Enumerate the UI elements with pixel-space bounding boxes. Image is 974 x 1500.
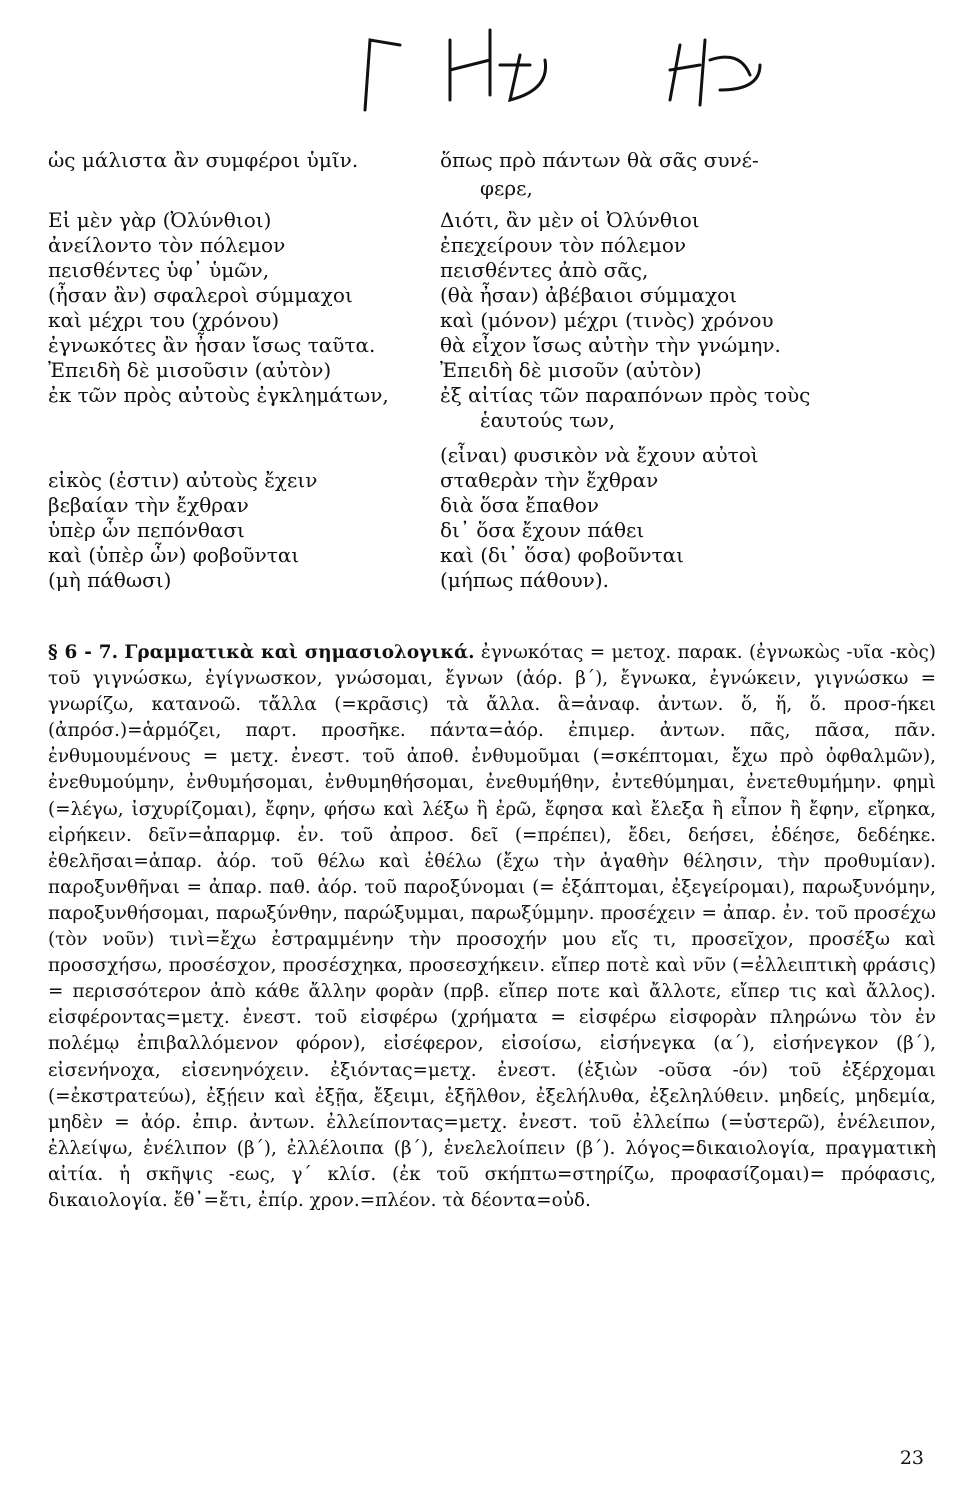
left-line: (μὴ πάθωσι) bbox=[48, 568, 172, 592]
right-line: Ἐπειδὴ δὲ μισοῦν (αὐτὸν) bbox=[440, 358, 702, 382]
left-line: ὡς μάλιστα ἂν συμφέροι ὑμῖν. bbox=[48, 148, 359, 172]
left-line: ὑπὲρ ὧν πεπόνθασι bbox=[48, 518, 245, 542]
right-line: σταθερὰν τὴν ἔχθραν bbox=[440, 468, 659, 492]
right-line: ἐξ αἰτίας τῶν παραπόνων πρὸς τοὺς bbox=[440, 383, 811, 407]
section-number: § 6 - 7. bbox=[48, 642, 118, 663]
right-line: δι᾽ ὅσα ἔχουν πάθει bbox=[440, 518, 645, 542]
commentary-text: ἐγνωκότας = μετοχ. παρακ. (ἐγνωκὼς -υῖα -κὸς) τοῦ γιγνώσκω, ἐγίγνωσκον, γνώσομαι, ἔγνων (ἀόρ. β΄), ἔγνωκα, ἐγνώκειν, γιγνώσκω = γνωρίζω, κατανοῶ. τἄλλα (=κρᾶσις) τὰ ἄλλα. ἃ=ἀναφ. ἀντων. ὅ, ἥ, ὅ. προσ-ήκει (ἀπρόσ.)=ἁρμόζει, παρτ. προσῆκε. πάντα=ἀόρ. ἐπιμερ. ἀντων. πᾶς, πᾶσα, πᾶν. ἐνθυμουμένους = μετχ. ἐνεστ. τοῦ ἀποθ. ἐνθυμοῦμαι (=σκέπτομαι, ἔχω πρὸ ὀφθαλμῶν), ἐνεθυμούμην, ἐνθυμήσομαι, ἐνθυμηθήσομαι, ἐνεθυμήθην, ἐντεθύμημαι, ἐνετεθυμήμην. φημὶ (=λέγω, ἰσχυρίζομαι), ἔφην, φήσω καὶ λέξω ἢ ἐρῶ, ἔφησα καὶ ἔλεξα ἢ εἶπον ἢ ἔφην, εἴρηκα, εἰρήκειν. δεῖν=ἀπαρμφ. ἐν. τοῦ ἀπροσ. δεῖ (=πρέπει), ἔδει, δεήσει, ἐδέησε, δεδέηκε. ἐθελῆσαι=ἀπαρ. ἀόρ. τοῦ θέλω καὶ ἐθέλω (ἔχω τὴν ἀγαθὴν θέλησιν, τὴν προθυμίαν). παροξυνθῆναι = ἀπαρ. παθ. ἀόρ. τοῦ παροξύνομαι (= ἐξάπτομαι, ἐξεγείρομαι), παρωξυνόμην, παροξυνθήσομαι, παρωξύνθην, παρώξυμμαι, παρωξύμμην. προσέχειν = ἀπαρ. ἐν. τοῦ προσέχω (τὸν νοῦν) τινὶ=ἔχω ἐστραμμένην τὴν προσοχήν μου εἴς τι, προσεῖχον, προσέξω καὶ προσσχήσω, προσέσχον, προσέσχηκα, προσεσχήκειν. εἴπερ ποτὲ καὶ νῦν (=ἐλλειπτικὴ φράσις) = περισσότερον ἀπὸ κάθε ἄλλην φορὰν (πρβ. εἴπερ ποτε καὶ ἄλλοτε, εἴπερ τις καὶ ἄλλος). εἰσφέροντας=μετχ. ἐνεστ. τοῦ εἰσφέρω (χρήματα = εἰσφέρω εἰσφορὰν πληρώνω τὸν ἐν πολέμῳ ἐπιβαλλόμενον φόρον), εἰσέφερον, εἰσοίσω, εἰσήνεγκα (α΄), εἰσήνεγκον (β΄), εἰσενήνοχα, εἰσενηνόχειν. ἐξιόντας=μετχ. ἐνεστ. (ἐξιὼν -οῦσα -όν) τοῦ ἐξέρχομαι (=ἐκστρατεύω), ἐξῄειν καὶ ἐξῇα, ἔξειμι, ἐξῆλθον, ἐξελήλυθα, ἐξεληλύθειν. μηδείς, μηδεμία, μηδὲν = ἀόρ. ἐπιρ. ἀντων. ἐλλείποντας=μετχ. ἐνεστ. τοῦ ἐλλείπω (=ὑστερῶ), ἐνέλειπον, ἐλλείψω, ἐνέλιπον (β΄), ἐλλέλοιπα (β΄), ἐνελελοίπειν (β΄). λόγος=δικαιολογία, πραγματικὴ αἰτία. ἡ σκῆψις -εως, γ΄ κλίσ. (ἐκ τοῦ σκήπτω=στηρίζω, προφασίζομαι)= πρόφασις, δικαιολογία. ἔθ᾽=ἔτι, ἐπίρ. χρον.=πλέον. τὰ δέοντα=οὐδ. bbox=[48, 642, 936, 1211]
right-line: ἑαυτούς των, bbox=[480, 408, 616, 432]
page-number: 23 bbox=[899, 1447, 924, 1469]
left-line: ἐκ τῶν πρὸς αὐτοὺς ἐγκλημάτων, bbox=[48, 383, 389, 407]
right-line: καὶ (μόνον) μέχρι (τινὸς) χρόνου bbox=[440, 308, 774, 332]
right-line: (εἶναι) φυσικὸν νὰ ἔχουν αὐτοὶ bbox=[440, 443, 759, 467]
commentary-paragraph bbox=[48, 640, 936, 1214]
left-line: ἀνείλοντο τὸν πόλεμον bbox=[48, 233, 286, 257]
left-line: καὶ (ὑπὲρ ὧν) φοβοῦνται bbox=[48, 543, 300, 567]
left-line: πεισθέντες ὑφ᾽ ὑμῶν, bbox=[48, 258, 270, 282]
right-line: φερε, bbox=[480, 176, 533, 200]
commentary-section bbox=[48, 640, 936, 1214]
left-line: ἐγνωκότες ἂν ἦσαν ἴσως ταῦτα. bbox=[48, 333, 376, 357]
left-line: Ἐπειδὴ δὲ μισοῦσιν (αὐτὸν) bbox=[48, 358, 332, 382]
left-line: καὶ μέχρι του (χρόνου) bbox=[48, 308, 280, 332]
right-line: ὅπως πρὸ πάντων θὰ σᾶς συνέ- bbox=[440, 148, 759, 172]
right-line: καὶ (δι᾽ ὅσα) φοβοῦνται bbox=[440, 543, 684, 567]
right-line: πεισθέντες ἀπὸ σᾶς, bbox=[440, 258, 649, 282]
right-line: (θὰ ἦσαν) ἀβέβαιοι σύμμαχοι bbox=[440, 283, 738, 307]
right-line: (μήπως πάθουν). bbox=[440, 568, 610, 592]
right-line: ἐπεχείρουν τὸν πόλεμον bbox=[440, 233, 687, 257]
left-line: (ἦσαν ἂν) σφαλεροὶ σύμμαχοι bbox=[48, 283, 353, 307]
left-line: Εἰ μὲν γὰρ (Ὀλύνθιοι) bbox=[48, 208, 272, 232]
left-line: βεβαίαν τὴν ἔχθραν bbox=[48, 493, 249, 517]
right-line: διὰ ὅσα ἔπαθον bbox=[440, 493, 599, 517]
section-heading: Γραμματικὰ καὶ σημασιολογικά. bbox=[124, 642, 475, 663]
handwritten-scribble bbox=[340, 20, 800, 130]
left-line: εἰκὸς (ἐστιν) αὐτοὺς ἔχειν bbox=[48, 468, 318, 492]
right-line: θὰ εἶχον ἴσως αὐτὴν τὴν γνώμην. bbox=[440, 333, 781, 357]
right-line: Διότι, ἂν μὲν οἱ Ὀλύνθιοι bbox=[440, 208, 700, 232]
